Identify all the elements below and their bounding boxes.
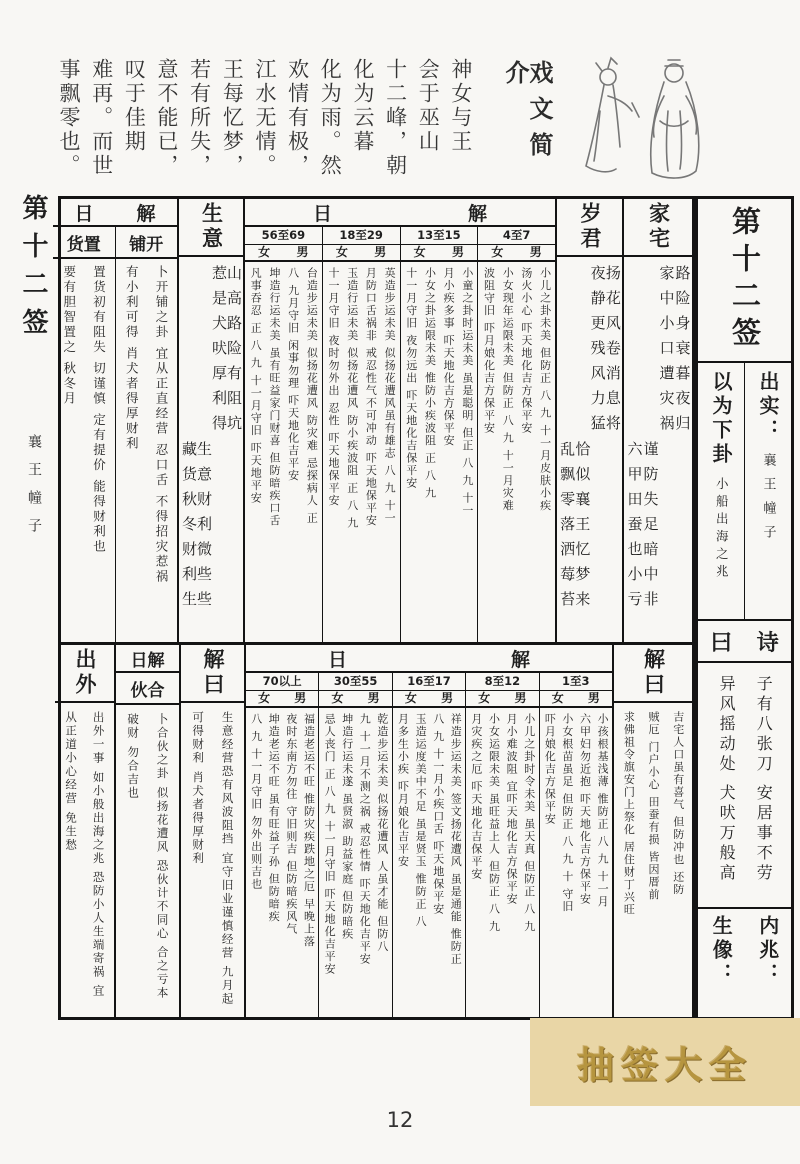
text-line: 生意经营恐有风波阻挡 宜守旧业谨慎经营 九月起 [220,711,235,1006]
text-line: 十一月守旧 夜勿远出 吓天地化吉保平安 [404,267,418,490]
text-line: 月灾疾之厄 吓天地化吉保平安 [469,713,483,881]
poem-header-yue: 曰 [710,630,733,656]
gender-label: 女 [491,245,504,259]
text-line: 八 九 十一月小疾口舌 吓天地保平安 [431,713,445,916]
gender-label: 女 [258,691,271,705]
text-line: 台造步运未美 似扬花遭风 防灾难 忌探病人 正 [305,267,319,525]
jieyue-right-header: 解曰 [614,645,692,703]
text-line: 汤火小心 吓天地化吉方保平安 [519,267,533,435]
text-line: 九 十一月不测之祸 戒忍性情 吓天地化吉平安 [358,713,372,966]
chuwai-body [55,703,114,1017]
text-line: 化为雨。然 [318,58,343,178]
age-range-label: 4至7 [478,227,555,245]
age-group-body [401,262,478,642]
age-table-top-header [245,199,555,227]
gender-labels [540,691,612,708]
gender-label: 男 [529,245,542,259]
shengxiang-label: 生像： [709,915,734,987]
opera-name: 襄王幢子 [760,453,776,549]
text-line: 路险身衰暮夜归 [673,265,692,440]
shengyi-header: 生意 [179,199,243,257]
column-suijun [557,199,624,642]
huohe-header-bottom-row [116,673,179,705]
text-line: 破财 勿合吉也 [126,713,141,800]
text-line: 小女运限未美 虽旺益上人 但防正 八 九 [487,713,501,933]
neizhao-label: 内兆： [755,915,780,987]
gender-label: 女 [258,245,271,259]
gender-label: 女 [404,691,417,705]
text-line: 若有所失， [187,58,212,178]
column-jieyue-right [614,645,692,1017]
text-line: 要有胆智置之 秋冬月 [61,265,77,407]
jiazhai-header: 家宅 [624,199,692,257]
right-panel [695,196,794,1020]
header-jie: 解 [510,648,530,671]
text-line: 异风摇动处 犬吠万般高 [717,675,737,885]
verdict-column [698,363,745,619]
huohe-header-bottom: 伙合 [130,680,165,701]
jieyue-left-header: 解曰 [181,645,244,703]
story-intro-title: 戏文简介 [501,60,553,168]
gender-labels [246,691,318,708]
header-jie: 解 [467,202,487,225]
age-range-label: 13至15 [401,227,478,245]
gender-label: 男 [367,691,380,705]
margin-sign-title: 第十二签 [18,194,48,346]
column-jiazhai [624,199,692,642]
huozhi-body [53,259,116,642]
text-line: 难再。而世 [89,58,114,178]
text-line: 家中小口遭灾祸 [657,265,676,440]
text-line: 江水无情。 [252,58,277,178]
text-line: 小儿之卦时令未美 虽天真 但防正 八 九 [522,713,536,933]
text-line: 月小疾多事 吓天地化吉方保平安 [442,267,456,447]
age-range-label: 1至3 [540,673,612,691]
text-line: 月多生小疾 吓月娘化吉平安 [396,713,410,868]
age-group-body [323,262,400,642]
text-line: 乾造步运未美 似扬花遭风 人虽才能 但防八 [375,713,389,953]
watermark [530,1018,800,1106]
column-jieyue-left [181,645,246,1017]
bottom-table [58,645,695,1020]
column-chuwai [55,645,116,1017]
gender-label: 女 [331,691,344,705]
chushi-label: 出实： [756,371,780,443]
jiazhai-body [624,257,692,642]
text-line: 谨防失足暗中非 [641,441,660,616]
text-line: 乱飘零落洒莓苔 [558,441,577,616]
gender-labels [319,691,391,708]
gender-label: 女 [413,245,426,259]
age-group-body [478,262,555,642]
gender-labels [466,691,538,708]
text-line: 藏货秋冬财利生 [180,441,198,616]
sign-info-box [698,363,791,621]
jieyue-left-body [181,703,244,1017]
suijun-header: 岁君 [557,199,622,257]
gender-label: 男 [296,245,309,259]
text-line: 祥造步运未美 签文扬花遭风 虽是通能 惟防正 [449,713,463,966]
text-line: 夜静更残风力猛 [588,265,607,440]
gender-labels [323,245,400,262]
age-group-13至15 [401,227,479,642]
poem-body [698,663,791,909]
chushi-column [745,363,791,619]
gender-label: 女 [335,245,348,259]
top-table [58,196,695,645]
text-line: 月防口舌祸非 戒忍性气不可冲动 吓天地保平安 [364,267,378,527]
age-range-label: 16至17 [393,673,465,691]
huozhi-header: 货置 [53,227,116,257]
jieri-left-header [53,199,177,227]
text-line: 可得财利 肖犬者得厚财利 [191,711,206,866]
text-line: 小女根苗虽足 但防正 八 九 十 守旧 [560,713,574,913]
text-line: 王每忆梦， [220,58,245,178]
text-line: 贼厄 门户小心 田蚕有损 皆因厝前 [647,711,661,901]
text-line: 坤造行运未美 虽有旺益家门财喜 但防暗疾口舌 [267,267,281,527]
text-line: 卜合伙之卦 似扬花遭风 恐伙计不同心 合之亏本 [155,713,170,1000]
text-line: 十二峰，朝 [383,58,408,178]
text-line: 吓月娘化吉方保平安 [543,713,557,826]
age-group-4至7 [478,227,555,642]
margin-opera-title: 襄王幢子 [26,434,42,546]
omen-text: 小船出海之兆 [714,477,730,582]
gender-labels [401,245,478,262]
text-line: 意不能已， [155,58,180,178]
text-line: 置货初有阻失 切谨慎 定有提价 能得财利也 [91,265,107,555]
suijun-body [557,257,622,642]
huohe-header-top: 日解 [116,645,179,673]
sign-title: 第十二签 [728,206,762,354]
column-huohe [116,645,181,1017]
age-range-label: 70以上 [246,673,318,691]
text-line: 福造老运不旺 惟防灾疾跌地之厄 早晚上落 [302,713,316,948]
age-columns [246,673,612,1017]
text-line: 八 九 十一月守旧 勿外出则吉也 [249,713,263,891]
text-line: 欢情有极， [285,58,310,178]
text-line: 有小利可得 肖犬者得厚财利 [124,265,140,452]
verdict-label: 以为下卦 [709,371,733,467]
text-line: 从正道小心经营 免生愁 [64,711,79,852]
text-line: 夜时东南方勿往 守旧则吉 但防暗疾风气 [284,713,298,936]
text-line: 英造步运未美 似扬花遭风虽有雄志 八 九 十一 [383,267,397,525]
huohe-body [116,705,179,1017]
header-ri: 日 [312,202,332,225]
gender-label: 男 [514,691,527,705]
text-line: 小女之卦运限未美 惟防小疾波阻 正 八 九 [423,267,437,500]
sign-title-box [698,199,791,363]
story-text [58,58,472,194]
text-line: 小儿之卦未美 但防正 八 九 十一月皮肤小疾 [538,267,552,512]
jieyue-right-body [614,703,692,1017]
page-number: 12 [386,1108,414,1132]
poem-header-shi: 诗 [756,630,779,656]
column-jieri-left [53,199,179,642]
text-line: 小女现年运限未美 但防正 八 九 十一月灾难 [501,267,515,512]
age-group-8至12 [466,673,539,1017]
gender-label: 男 [441,691,454,705]
age-group-body [540,708,612,1017]
age-group-70以上 [246,673,319,1017]
age-group-body [319,708,391,1017]
header-ri: 日 [327,648,347,671]
age-group-30至55 [319,673,392,1017]
jieri-left-subheaders [53,227,177,259]
text-line: 神女与王 [448,58,473,154]
chuwai-header: 出外 [55,645,114,703]
text-line: 月小难波阻 宜吓天地化吉方保平安 [505,713,519,906]
text-line: 事飘零也。 [57,58,82,178]
text-line: 惹是犬吠厚利得 [210,265,228,440]
text-line: 扬花风卷消息将 [603,265,622,440]
age-range-label: 18至29 [323,227,400,245]
pukai-body [116,259,178,642]
gender-labels [478,245,555,262]
poem-header [698,621,791,663]
text-line: 吉宅人口虽有喜气 但防冲也 还防 [671,711,685,896]
pukai-header: 铺开 [129,234,164,255]
text-line: 忌人丧门 正 八 九 十一月守旧 吓天地化吉平安 [323,713,337,976]
header-ri: 日 [74,202,94,225]
header-jie: 解 [136,202,156,225]
text-line: 叹于佳期 [122,58,147,154]
omen-labels [698,909,791,1017]
gender-labels [393,691,465,708]
text-line: 小童之卦时运未美 虽是聪明 但正 八 九 十一 [460,267,474,517]
age-group-body [245,262,322,642]
text-line: 六甲田蚕也小亏 [625,441,644,616]
gender-label: 女 [478,691,491,705]
text-line: 求佛祖令旗安门上祭化 居住财丁兴旺 [622,711,636,916]
age-group-56至69 [245,227,323,642]
gender-label: 男 [587,691,600,705]
gender-label: 男 [374,245,387,259]
age-columns [245,227,555,642]
text-line: 波阻守旧 吓月娘化吉方保平安 [482,267,496,435]
age-range-label: 8至12 [466,673,538,691]
age-group-body [466,708,538,1017]
text-line: 八 九月守旧 闲事勿理 吓天地化吉平安 [286,267,300,482]
gender-labels [245,245,322,262]
text-line: 玉造运度美中不足 虽是贤玉 惟防正 八 [414,713,428,928]
text-line: 恰似襄王忆梦来 [573,441,592,616]
gender-label: 女 [551,691,564,705]
illustration-two-figures [556,50,736,192]
age-table-bottom [246,645,614,1017]
gender-label: 男 [452,245,465,259]
text-line: 出外一事 如小般出海之兆 恐防小人生端寄祸 宜 [91,711,106,998]
column-shengyi [179,199,245,642]
age-group-16至17 [393,673,466,1017]
age-table-top [245,199,557,642]
age-group-18至29 [323,227,401,642]
text-line: 坤造行运未遂 虽贤淑 助益家庭 但防暗疾 [340,713,354,941]
age-table-bottom-header [246,645,612,673]
text-line: 凡事吞忍 正 八 九 十一月守旧 吓天地平安 [249,267,263,505]
text-line: 小孩根基浅薄 惟防正 八 九 十一月 [596,713,610,908]
gender-label: 男 [294,691,307,705]
text-line: 子有八张刀 安居事不劳 [754,675,774,885]
age-range-label: 56至69 [245,227,322,245]
text-line: 会于巫山 [416,58,441,154]
text-line: 化为云暮 [350,58,375,154]
age-group-body [246,708,318,1017]
shengyi-body [179,257,243,642]
age-range-label: 30至55 [319,673,391,691]
text-line: 生意财利微些些 [195,441,213,616]
watermark-text: 抽签大全 [577,1044,753,1087]
text-line: 十一月守旧 夜时勿外出 忍性 吓天地保平安 [327,267,341,507]
text-line: 坤造老运不旺 虽有旺益子孙 但防暗疾 [267,713,281,923]
age-group-1至3 [540,673,612,1017]
jieri-left-body [53,259,177,642]
age-group-body [393,708,465,1017]
text-line: 山高路险有阻坑 [225,265,243,440]
text-line: 玉造行运未美 似扬花遭风 防小疾波阻 正 八 九 [345,267,359,530]
text-line: 卜开铺之卦 宜从正直经营 忍口舌 不得招灾惹祸 [154,265,169,585]
text-line: 六甲妇勿近抱 吓天地化吉方保平安 [578,713,592,906]
